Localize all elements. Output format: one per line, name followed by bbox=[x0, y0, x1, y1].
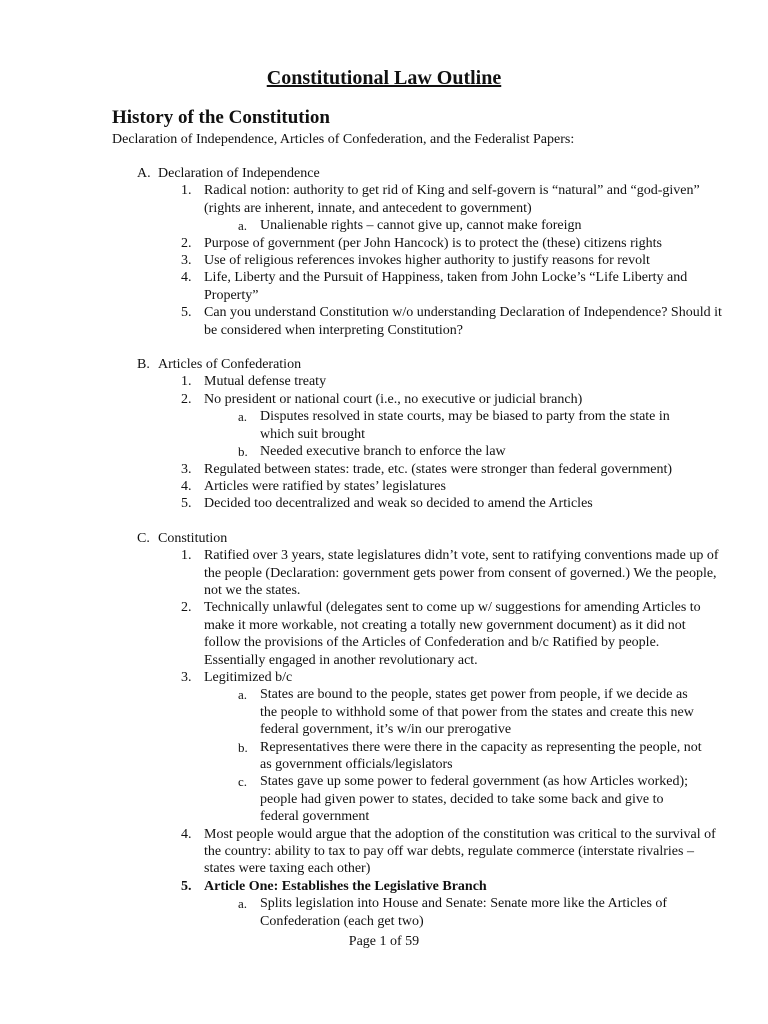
outline-item bbox=[0, 547, 768, 599]
outline-subitem bbox=[0, 443, 768, 460]
item-marker: 2. bbox=[181, 235, 192, 251]
outline-subitem bbox=[0, 686, 768, 738]
subitem-marker: a. bbox=[238, 687, 248, 703]
item-marker: 4. bbox=[181, 478, 192, 494]
subitem-marker: a. bbox=[238, 218, 248, 234]
item-marker: 1. bbox=[181, 183, 192, 199]
outline-item bbox=[0, 235, 768, 252]
section-marker: B. bbox=[137, 357, 150, 373]
item-marker: 5. bbox=[181, 305, 192, 321]
item-marker: 5. bbox=[181, 496, 192, 512]
item-text: Purpose of government (per John Hancock) is to protect the (these) citizens rights bbox=[204, 235, 662, 251]
outline-section bbox=[0, 356, 768, 373]
item-text: Articles were ratified by states’ legislatures bbox=[204, 478, 446, 494]
section-spacer bbox=[0, 513, 768, 530]
outline-subitem bbox=[0, 739, 768, 774]
outline-section bbox=[0, 530, 768, 547]
item-text: Technically unlawful (delegates sent to come up w/ suggestions for amending Articles to make it more workable, not creating a totally new government document) as it did not follow the provisions of the Articles of Confederation and b/c Ratified by people. Essentially engaged in another revolutionary act. bbox=[204, 600, 701, 668]
subitem-marker: a. bbox=[238, 409, 248, 425]
item-marker: 2. bbox=[181, 600, 192, 616]
outline-item bbox=[0, 461, 768, 478]
subitem-text: Needed executive branch to enforce the law bbox=[260, 444, 506, 460]
item-text: Article One: Establishes the Legislative Branch bbox=[204, 878, 487, 894]
outline-item bbox=[0, 826, 768, 878]
outline-item bbox=[0, 182, 768, 217]
outline-section bbox=[0, 165, 768, 182]
item-marker: 4. bbox=[181, 826, 192, 842]
outline-item bbox=[0, 599, 768, 669]
outline-item bbox=[0, 478, 768, 495]
subitem-text: States gave up some power to federal government (as how Articles worked); people had given power to states, decided to take some back and give to federal government bbox=[260, 774, 689, 825]
outline-item bbox=[0, 878, 768, 895]
item-marker: 3. bbox=[181, 253, 192, 269]
section-label: Declaration of Independence bbox=[158, 166, 320, 181]
item-text: Legitimized b/c bbox=[204, 669, 293, 685]
outline-subitem bbox=[0, 895, 768, 930]
item-marker: 1. bbox=[181, 374, 192, 390]
subitem-text: Unalienable rights – cannot give up, cannot make foreign bbox=[260, 218, 582, 234]
subitem-marker: c. bbox=[238, 774, 248, 790]
item-text: Can you understand Constitution w/o understanding Declaration of Independence? Should it be considered when interpreting Constitution? bbox=[204, 305, 722, 338]
item-text: Mutual defense treaty bbox=[204, 374, 327, 390]
item-text: No president or national court (i.e., no executive or judicial branch) bbox=[204, 391, 583, 407]
item-text: Life, Liberty and the Pursuit of Happiness, taken from John Locke’s “Life Liberty and Property” bbox=[204, 270, 688, 303]
subitem-text: Disputes resolved in state courts, may be biased to party from the state in which suit brought bbox=[260, 409, 670, 442]
item-text: Decided too decentralized and weak so decided to amend the Articles bbox=[204, 496, 593, 512]
item-marker: 1. bbox=[181, 548, 192, 564]
section-label: Articles of Confederation bbox=[158, 357, 302, 373]
outline-subitem bbox=[0, 217, 768, 234]
outline-item bbox=[0, 495, 768, 512]
subitem-text: Representatives there were there in the capacity as representing the people, not as government officials/legislators bbox=[260, 739, 702, 772]
item-marker: 3. bbox=[181, 669, 192, 685]
item-marker: 4. bbox=[181, 270, 192, 286]
item-text: Most people would argue that the adoption of the constitution was critical to the survival of the country: ability to tax to pay off war debts, regulate commerce (interstate rivalries – states were taxing each other) bbox=[204, 826, 716, 877]
outline-subitem bbox=[0, 408, 768, 443]
item-text: Regulated between states: trade, etc. (states were stronger than federal government) bbox=[204, 461, 673, 477]
outline-subitem bbox=[0, 773, 768, 825]
section-marker: C. bbox=[137, 530, 150, 546]
item-text: Radical notion: authority to get rid of King and self-govern is “natural” and “god-given” (rights are inherent, innate, and antecedent to government) bbox=[204, 183, 700, 216]
document-title: Constitutional Law Outline bbox=[266, 67, 502, 89]
item-text: Ratified over 3 years, state legislatures didn’t vote, sent to ratifying conventions made up of the people (Declaration: government gets power from consent of governed.) We the people, not we the states. bbox=[204, 548, 719, 598]
outline-item bbox=[0, 391, 768, 408]
section-heading: History of the Constitution bbox=[112, 107, 330, 128]
outline-item bbox=[0, 304, 768, 339]
item-marker: 5. bbox=[181, 878, 192, 894]
page-number: Page 1 of 59 bbox=[348, 934, 420, 949]
item-marker: 3. bbox=[181, 461, 192, 477]
outline-item bbox=[0, 373, 768, 390]
subitem-marker: b. bbox=[238, 444, 248, 460]
subitem-text: Splits legislation into House and Senate: Senate more like the Articles of Confederation (each get two) bbox=[260, 896, 668, 929]
item-marker: 2. bbox=[181, 391, 192, 407]
subitem-marker: b. bbox=[238, 739, 248, 755]
subitem-marker: a. bbox=[238, 896, 248, 912]
section-spacer bbox=[0, 339, 768, 356]
outline-item bbox=[0, 269, 768, 304]
outline-item bbox=[0, 669, 768, 686]
subitem-text: States are bound to the people, states get power from people, if we decide as the people to withhold some of that power from the states and create this new federal government, it’s w/in our prerogative bbox=[260, 687, 694, 738]
outline-item bbox=[0, 252, 768, 269]
intro-text: Declaration of Independence, Articles of Confederation, and the Federalist Papers: bbox=[112, 132, 575, 147]
section-label: Constitution bbox=[158, 530, 228, 546]
outline bbox=[0, 165, 768, 930]
item-text: Use of religious references invokes higher authority to justify reasons for revolt bbox=[204, 253, 650, 269]
section-marker: A. bbox=[137, 166, 151, 181]
